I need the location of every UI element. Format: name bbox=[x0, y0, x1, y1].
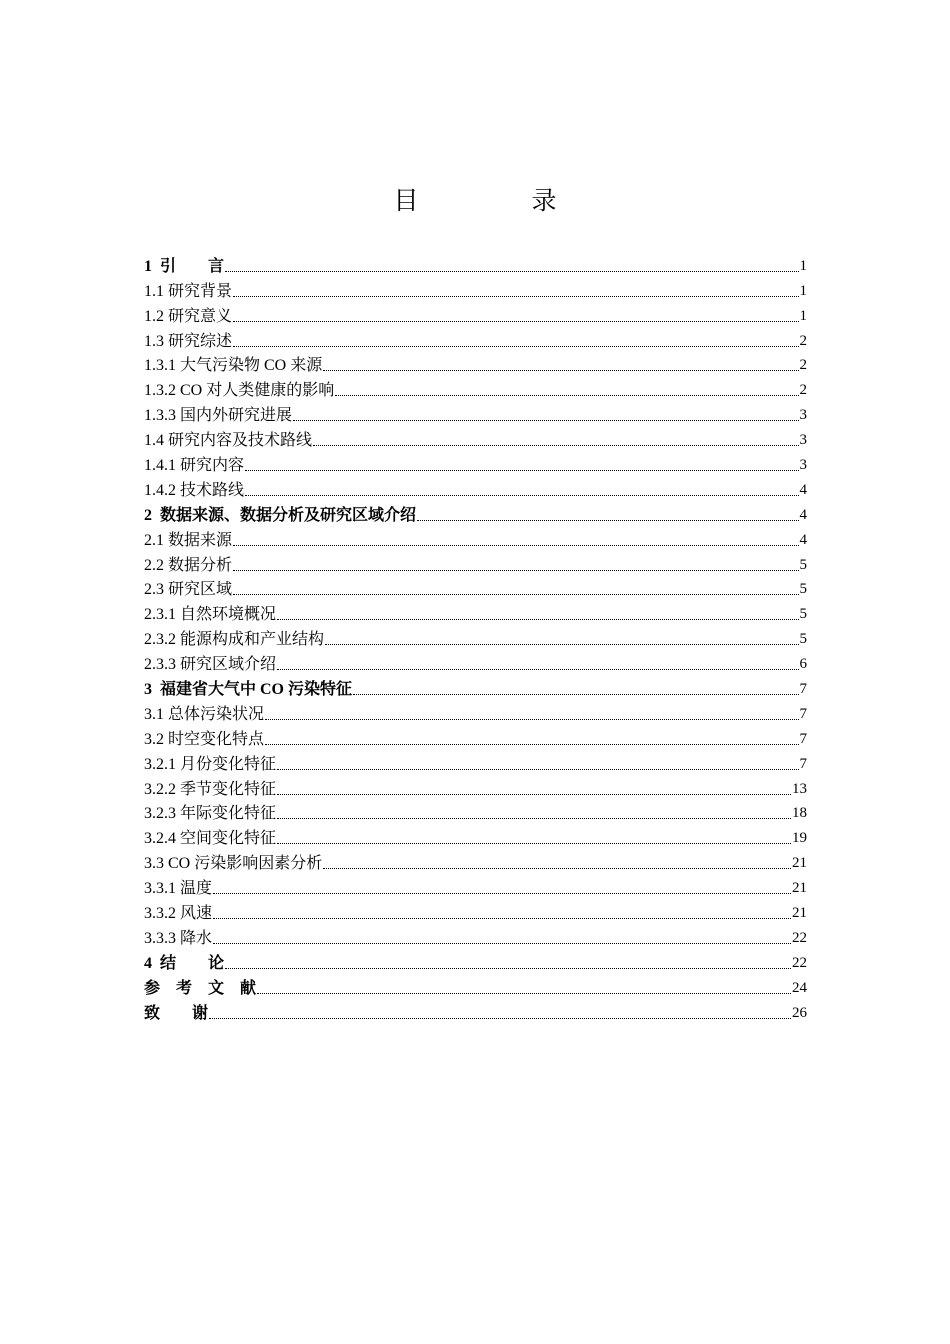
dot-leader bbox=[325, 644, 798, 645]
toc-entry-title: 3.3 CO 污染影响因素分析 bbox=[144, 855, 323, 873]
toc-entry-title: 3.2.3 年际变化特征 bbox=[144, 805, 277, 823]
toc-page-number: 4 bbox=[799, 506, 807, 523]
dot-leader bbox=[233, 346, 798, 347]
dot-leader bbox=[213, 918, 791, 919]
toc-page-number: 5 bbox=[799, 556, 807, 573]
toc-entry[interactable] bbox=[144, 674, 807, 699]
dot-leader bbox=[233, 296, 798, 297]
dot-leader bbox=[233, 321, 798, 322]
toc-entry-title: 1.2 研究意义 bbox=[144, 307, 233, 325]
toc-page-number: 21 bbox=[792, 880, 807, 897]
toc-entry-title: 4 结 论 bbox=[144, 954, 225, 972]
toc-page-number: 4 bbox=[799, 531, 807, 548]
toc-entry-title: 2.1 数据来源 bbox=[144, 531, 233, 549]
toc-page-number: 5 bbox=[799, 631, 807, 648]
toc-entry-title: 3.2.4 空间变化特征 bbox=[144, 830, 277, 848]
toc-page-number: 3 bbox=[799, 432, 807, 449]
toc-page-number: 13 bbox=[792, 780, 807, 797]
toc-entry-title: 3.2 时空变化特点 bbox=[144, 730, 265, 748]
toc-entry[interactable] bbox=[144, 425, 807, 450]
toc-entry-title: 2.2 数据分析 bbox=[144, 556, 233, 574]
dot-leader bbox=[335, 395, 798, 396]
toc-entry-title: 2.3.1 自然环境概况 bbox=[144, 606, 277, 624]
toc-entry[interactable] bbox=[144, 375, 807, 400]
toc-entry[interactable] bbox=[144, 923, 807, 948]
toc-page-number: 19 bbox=[792, 830, 807, 847]
toc-entry-title: 致 谢 bbox=[144, 1004, 209, 1022]
toc-title: 目 录 bbox=[393, 186, 601, 215]
dot-leader bbox=[213, 943, 791, 944]
toc-entry-title: 1.4 研究内容及技术路线 bbox=[144, 432, 313, 450]
toc-page-number: 1 bbox=[799, 282, 807, 299]
toc-page-number: 5 bbox=[799, 581, 807, 598]
toc-entry[interactable] bbox=[144, 774, 807, 799]
toc-entry[interactable] bbox=[144, 699, 807, 724]
toc-page-number: 2 bbox=[799, 332, 807, 349]
toc-entry-title: 1.3.1 大气污染物 CO 来源 bbox=[144, 357, 323, 375]
toc-page-number: 7 bbox=[799, 730, 807, 747]
toc-entry[interactable] bbox=[144, 301, 807, 326]
toc-entry-title: 2.3 研究区域 bbox=[144, 581, 233, 599]
toc-entry[interactable] bbox=[144, 973, 807, 998]
toc-entry[interactable] bbox=[144, 848, 807, 873]
dot-leader bbox=[213, 893, 791, 894]
toc-page-number: 18 bbox=[792, 805, 807, 822]
toc-entry[interactable] bbox=[144, 550, 807, 575]
toc-page-number: 1 bbox=[799, 307, 807, 324]
dot-leader bbox=[257, 993, 791, 994]
toc-page-number: 24 bbox=[792, 979, 807, 996]
dot-leader bbox=[233, 545, 798, 546]
toc-page-number: 3 bbox=[799, 457, 807, 474]
toc-entry-title: 3 福建省大气中 CO 污染特征 bbox=[144, 681, 353, 699]
toc-entry[interactable] bbox=[144, 998, 807, 1023]
toc-entry-title: 3.1 总体污染状况 bbox=[144, 705, 265, 723]
dot-leader bbox=[265, 744, 798, 745]
toc-page-number: 6 bbox=[799, 656, 807, 673]
toc-entry-title: 2 数据来源、数据分析及研究区域介绍 bbox=[144, 506, 417, 524]
toc-entry[interactable] bbox=[144, 326, 807, 351]
dot-leader bbox=[417, 520, 798, 521]
toc-entry-title: 1.4.1 研究内容 bbox=[144, 457, 245, 475]
toc-entry[interactable] bbox=[144, 351, 807, 376]
toc-entry[interactable] bbox=[144, 649, 807, 674]
dot-leader bbox=[277, 843, 791, 844]
dot-leader bbox=[245, 495, 798, 496]
toc-list bbox=[144, 251, 807, 1023]
toc-page-number: 1 bbox=[799, 257, 807, 274]
toc-page-number: 26 bbox=[792, 1004, 807, 1021]
toc-entry-title: 2.3.3 研究区域介绍 bbox=[144, 656, 277, 674]
toc-entry[interactable] bbox=[144, 799, 807, 824]
toc-entry-title: 1.3.3 国内外研究进展 bbox=[144, 407, 293, 425]
toc-page-number: 2 bbox=[799, 357, 807, 374]
toc-entry[interactable] bbox=[144, 898, 807, 923]
toc-entry[interactable] bbox=[144, 724, 807, 749]
toc-entry[interactable] bbox=[144, 873, 807, 898]
toc-page-number: 7 bbox=[799, 681, 807, 698]
toc-entry-title: 参 考 文 献 bbox=[144, 979, 257, 997]
dot-leader bbox=[277, 769, 798, 770]
toc-page-number: 3 bbox=[799, 407, 807, 424]
toc-entry[interactable] bbox=[144, 948, 807, 973]
toc-entry[interactable] bbox=[144, 575, 807, 600]
dot-leader bbox=[265, 719, 798, 720]
toc-entry-title: 3.2.1 月份变化特征 bbox=[144, 755, 277, 773]
dot-leader bbox=[277, 619, 798, 620]
dot-leader bbox=[323, 370, 798, 371]
toc-entry[interactable] bbox=[144, 400, 807, 425]
toc-entry[interactable] bbox=[144, 823, 807, 848]
toc-page-number: 5 bbox=[799, 606, 807, 623]
dot-leader bbox=[245, 470, 798, 471]
toc-page-number: 21 bbox=[792, 855, 807, 872]
dot-leader bbox=[293, 420, 798, 421]
toc-entry[interactable] bbox=[144, 276, 807, 301]
toc-page-number: 22 bbox=[792, 929, 807, 946]
toc-entry-title: 2.3.2 能源构成和产业结构 bbox=[144, 631, 325, 649]
dot-leader bbox=[225, 271, 798, 272]
dot-leader bbox=[277, 818, 791, 819]
dot-leader bbox=[277, 669, 798, 670]
dot-leader bbox=[209, 1018, 791, 1019]
toc-page-number: 2 bbox=[799, 382, 807, 399]
dot-leader bbox=[323, 868, 791, 869]
toc-entry-title: 1.1 研究背景 bbox=[144, 282, 233, 300]
toc-entry-title: 3.3.1 温度 bbox=[144, 880, 213, 898]
dot-leader bbox=[353, 694, 798, 695]
toc-entry-title: 3.3.2 风速 bbox=[144, 905, 213, 923]
dot-leader bbox=[313, 445, 798, 446]
toc-entry-title: 3.2.2 季节变化特征 bbox=[144, 780, 277, 798]
toc-page-number: 7 bbox=[799, 755, 807, 772]
toc-entry[interactable] bbox=[144, 251, 807, 276]
toc-entry-title: 1.4.2 技术路线 bbox=[144, 481, 245, 499]
toc-entry[interactable] bbox=[144, 749, 807, 774]
dot-leader bbox=[233, 594, 798, 595]
toc-page-number: 22 bbox=[792, 954, 807, 971]
toc-entry[interactable] bbox=[144, 599, 807, 624]
toc-page-number: 4 bbox=[799, 481, 807, 498]
toc-entry-title: 3.3.3 降水 bbox=[144, 929, 213, 947]
dot-leader bbox=[277, 794, 791, 795]
toc-entry[interactable] bbox=[144, 500, 807, 525]
toc-entry-title: 1.3 研究综述 bbox=[144, 332, 233, 350]
toc-entry-title: 1 引 言 bbox=[144, 257, 225, 275]
toc-page-number: 21 bbox=[792, 905, 807, 922]
toc-entry[interactable] bbox=[144, 475, 807, 500]
toc-entry-title: 1.3.2 CO 对人类健康的影响 bbox=[144, 382, 335, 400]
toc-entry[interactable] bbox=[144, 624, 807, 649]
dot-leader bbox=[225, 968, 791, 969]
toc-entry[interactable] bbox=[144, 450, 807, 475]
toc-entry[interactable] bbox=[144, 525, 807, 550]
dot-leader bbox=[233, 570, 798, 571]
toc-page-number: 7 bbox=[799, 705, 807, 722]
